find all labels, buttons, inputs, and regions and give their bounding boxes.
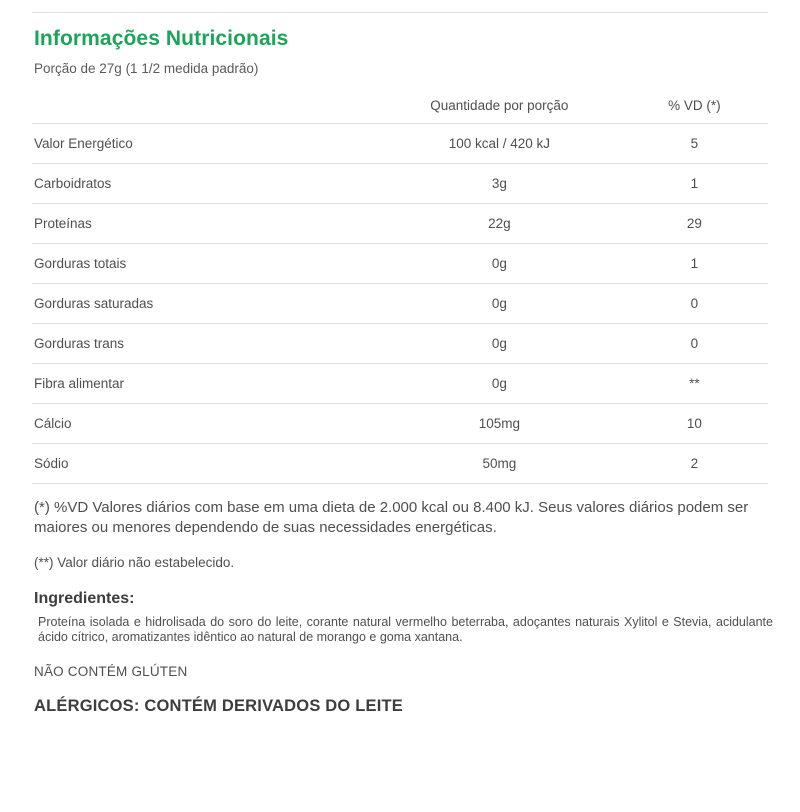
nutrition-facts-panel [0, 12, 800, 812]
nutrient-dv: 0 [621, 284, 768, 324]
ingredients-title: Ingredientes: [34, 589, 135, 607]
table-row [32, 404, 768, 444]
nutrient-dv: 2 [621, 444, 768, 484]
nutrient-name: Gorduras trans [32, 324, 378, 364]
nutrient-dv: 0 [621, 324, 768, 364]
nutrient-name: Sódio [32, 444, 378, 484]
page-title: Informações Nutricionais [34, 27, 289, 50]
table-row [32, 124, 768, 164]
nutrient-amount: 100 kcal / 420 kJ [378, 124, 621, 164]
nutrient-name: Fibra alimentar [32, 364, 378, 404]
nutrient-name: Gorduras saturadas [32, 284, 378, 324]
nutrient-amount: 22g [378, 204, 621, 244]
gluten-free-statement: NÃO CONTÉM GLÚTEN [34, 663, 188, 679]
nutrient-name: Proteínas [32, 204, 378, 244]
nutrient-dv: 29 [621, 204, 768, 244]
column-header-dv: % VD (*) [621, 92, 768, 124]
daily-values-note: (*) %VD Valores diários com base em uma dieta de 2.000 kcal ou 8.400 kJ. Seus valores diários podem ser maiores ou menores dependendo de suas necessidades energéticas. [34, 499, 749, 537]
table-header-row [32, 92, 768, 124]
nutrient-amount: 0g [378, 284, 621, 324]
nutrient-dv: 10 [621, 404, 768, 444]
column-header-nutrient [32, 92, 378, 124]
allergen-statement: ALÉRGICOS: CONTÉM DERIVADOS DO LEITE [34, 696, 403, 715]
ingredients-text: Proteína isolada e hidrolisada do soro do leite, corante natural vermelho beterraba, adoçantes naturais Xylitol e Stevia, acidulante ácido cítrico, aromatizantes idêntico ao natural de morango e goma xantana. [38, 614, 773, 645]
not-established-note: (**) Valor diário não estabelecido. [34, 554, 235, 570]
nutrient-amount: 50mg [378, 444, 621, 484]
column-header-amount: Quantidade por porção [378, 92, 621, 124]
table-row [32, 284, 768, 324]
table-row [32, 364, 768, 404]
nutrient-amount: 0g [378, 244, 621, 284]
table-row [32, 444, 768, 484]
nutrient-name: Carboidratos [32, 164, 378, 204]
nutrient-name: Valor Energético [32, 124, 378, 164]
nutrient-amount: 3g [378, 164, 621, 204]
nutrient-name: Cálcio [32, 404, 378, 444]
nutrient-dv: 1 [621, 164, 768, 204]
table-row [32, 164, 768, 204]
table-row [32, 204, 768, 244]
table-row [32, 324, 768, 364]
nutrient-dv: 5 [621, 124, 768, 164]
nutrient-amount: 0g [378, 364, 621, 404]
nutrient-name: Gorduras totais [32, 244, 378, 284]
top-divider [32, 12, 768, 13]
nutrient-amount: 105mg [378, 404, 621, 444]
nutrient-amount: 0g [378, 324, 621, 364]
nutrition-table [32, 92, 768, 484]
nutrient-dv: ** [621, 364, 768, 404]
serving-size-text: Porção de 27g (1 1/2 medida padrão) [34, 61, 259, 76]
nutrient-dv: 1 [621, 244, 768, 284]
table-row [32, 244, 768, 284]
